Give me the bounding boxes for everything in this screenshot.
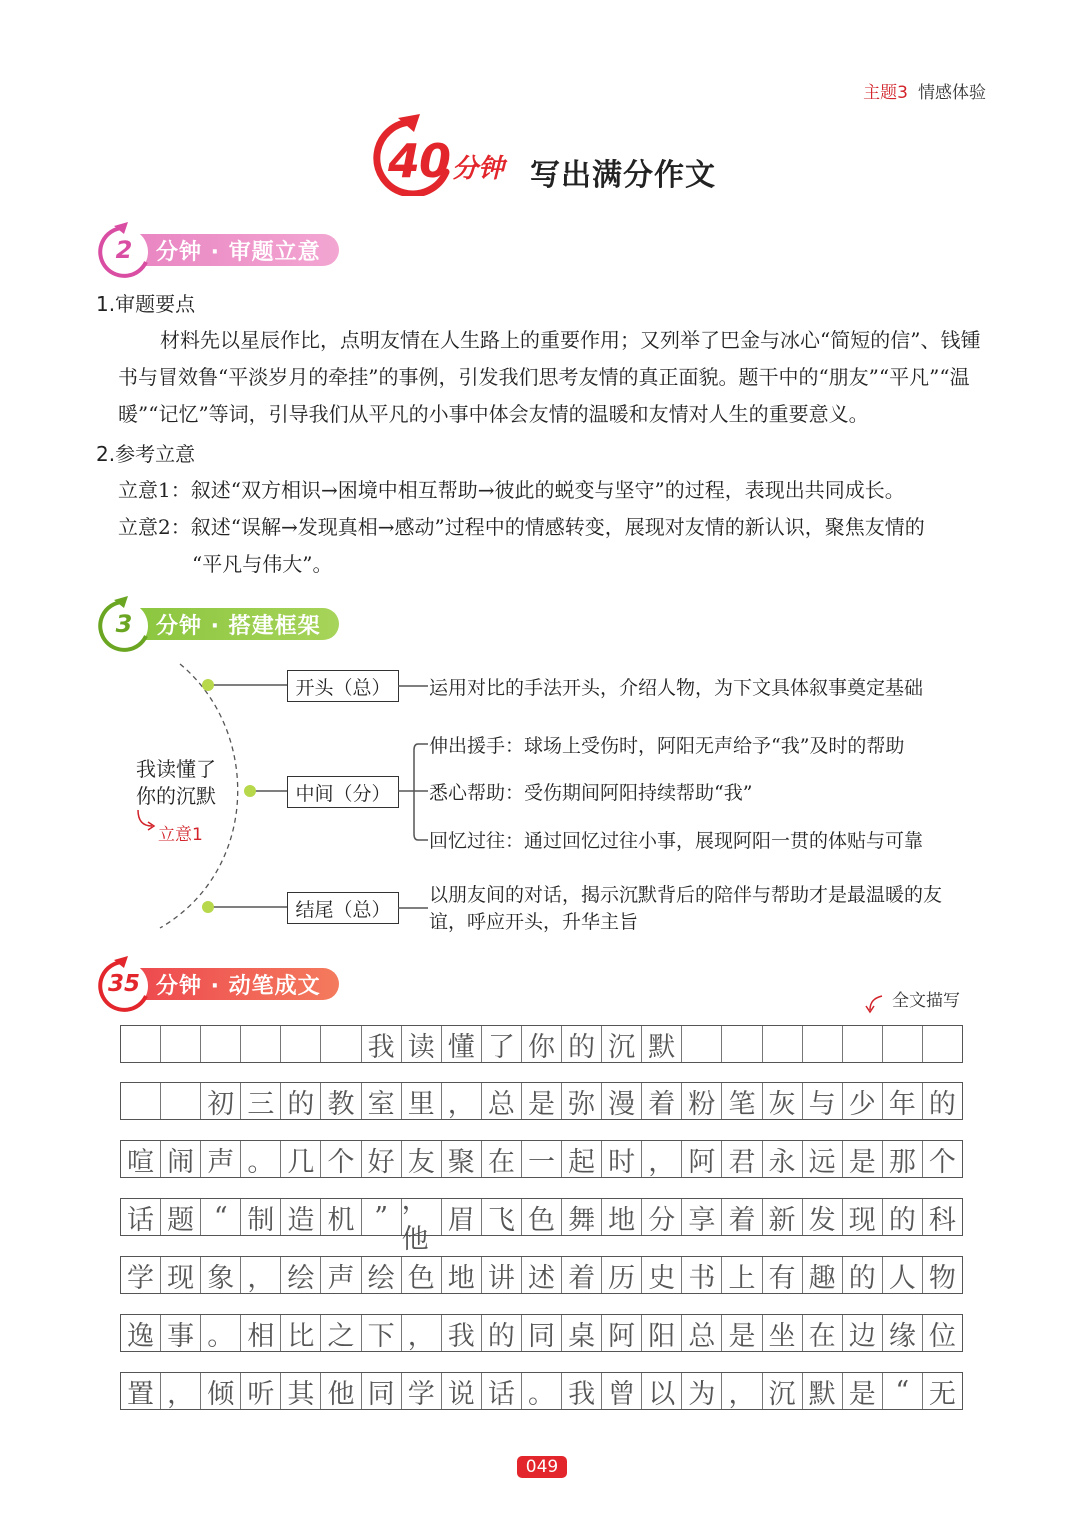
grid-cell: 上 (722, 1257, 762, 1293)
grid-cell: ， (722, 1373, 762, 1409)
grid-cell: 着 (642, 1083, 682, 1119)
grid-cell: 机 (321, 1199, 361, 1235)
idea1-label: 立意1： (118, 478, 191, 502)
page-title (368, 112, 748, 196)
grid-cell: 题 (161, 1199, 201, 1235)
grid-cell: 友 (402, 1141, 442, 1177)
grid-cell: 远 (803, 1141, 843, 1177)
grid-cell: 享 (682, 1199, 722, 1235)
grid-cell: 少 (843, 1083, 883, 1119)
grid-cell: 时 (602, 1141, 642, 1177)
grid-cell: 君 (722, 1141, 762, 1177)
grid-cell: 绘 (362, 1257, 402, 1293)
badge-number: 3 (115, 610, 133, 638)
grid-cell: 总 (482, 1083, 522, 1119)
grid-cell: 阿 (682, 1141, 722, 1177)
idea2-continuation: “平凡与伟大”。 (192, 552, 333, 576)
grid-cell (121, 1026, 161, 1062)
grid-cell: 色 (522, 1199, 562, 1235)
grid-cell: 倾 (201, 1373, 241, 1409)
grid-cell: 闹 (161, 1141, 201, 1177)
section-badge-review (96, 222, 336, 280)
mindmap-center-title (136, 756, 216, 810)
grid-cell: 比 (281, 1315, 321, 1351)
grid-cell: 有 (763, 1257, 803, 1293)
badge-label: 分钟 · 搭建框架 (156, 613, 321, 639)
grid-cell: 说 (442, 1373, 482, 1409)
grid-cell: 着 (562, 1257, 602, 1293)
grid-cell: 年 (883, 1083, 923, 1119)
grid-cell: 起 (562, 1141, 602, 1177)
grid-cell: 科 (928, 1204, 956, 1236)
idea2-text: 叙述“误解→发现真相→感动”过程中的情感转变，展现对友情的新认识，聚焦友情的 (190, 515, 925, 539)
grid-cell: 造 (281, 1199, 321, 1235)
node-opening: 开头（总） (287, 670, 399, 702)
grid-cell: 聚 (442, 1141, 482, 1177)
grid-cell: ， (442, 1083, 482, 1119)
point2-title: 2.参考立意 (96, 442, 196, 466)
grid-cell: 几 (281, 1141, 321, 1177)
grid-cell: 在 (803, 1315, 843, 1351)
grid-cell: ， (642, 1141, 682, 1177)
grid-cell: 制 (241, 1199, 281, 1235)
grid-cell: 懂 (442, 1026, 482, 1062)
grid-cell (201, 1026, 241, 1062)
grid-cell: 个 (321, 1141, 361, 1177)
grid-cell: 的 (281, 1083, 321, 1119)
grid-cell: 话 (121, 1199, 161, 1235)
grid-cell: 声 (201, 1141, 241, 1177)
grid-cell: 飞 (482, 1199, 522, 1235)
grid-cell: 粉 (682, 1083, 722, 1119)
grid-cell: 好 (362, 1141, 402, 1177)
grid-cell: 的 (883, 1199, 923, 1235)
section-badge-framework (96, 596, 336, 654)
grid-cell: 下 (362, 1315, 402, 1351)
grid-cell: 现 (843, 1199, 883, 1235)
grid-cell: 里 (402, 1083, 442, 1119)
node-opening-text: 运用对比的手法开头，介绍人物，为下文具体叙事奠定基础 (429, 677, 924, 699)
grid-cell: 与 (803, 1083, 843, 1119)
grid-cell: 沉 (602, 1026, 642, 1062)
grid-cell: 初 (201, 1083, 241, 1119)
grid-cell: 默 (803, 1373, 843, 1409)
point1-text: 材料先以星辰作比，点明友情在人生路上的重要作用；又列举了巴金与冰心“简短的信”、钱锺书与冒效鲁“平淡岁月的牵挂”的事例，引发我们思考友情的真正面貌。题干中的“朋友”“平凡”“温暖”“记忆”等词，引导我们从平凡的小事中体会友情的温暖和友情对人生的重要意义。 (118, 328, 981, 426)
grid-cell (241, 1026, 281, 1062)
grid-cell (121, 1083, 161, 1119)
grid-cell: “ (883, 1373, 923, 1409)
grid-cell: 了 (482, 1026, 522, 1062)
grid-cell: 绘 (281, 1257, 321, 1293)
grid-cell: 三 (241, 1083, 281, 1119)
grid-cell: 话 (482, 1373, 522, 1409)
mindmap-center-tag: 立意1 (158, 825, 203, 845)
curved-arrow-icon (134, 808, 158, 832)
grid-cell: 你 (522, 1026, 562, 1062)
writing-grid-row (120, 1082, 963, 1120)
annotation-note: 全文描写 (892, 991, 960, 1011)
writing-grid-row (120, 1140, 963, 1178)
grid-cell: 一 (522, 1141, 562, 1177)
middle-sub-2: 悉心帮助：受伤期间阿阳持续帮助“我” (429, 782, 753, 804)
grid-cell: 相 (241, 1315, 281, 1351)
grid-cell (682, 1026, 722, 1062)
grid-cell (722, 1026, 762, 1062)
grid-cell: 学 (402, 1373, 442, 1409)
writing-grid-row (120, 1372, 963, 1410)
grid-cell: 灰 (763, 1083, 803, 1119)
grid-cell: 缘 (883, 1315, 923, 1351)
badge-label-bar (140, 608, 339, 640)
theme-name: 情感体验 (918, 83, 986, 103)
grid-cell: ， (402, 1315, 442, 1351)
grid-cell: 教 (321, 1083, 361, 1119)
grid-cell: 是 (843, 1373, 883, 1409)
middle-sub-1: 伸出援手：球场上受伤时，阿阳无声给予“我”及时的帮助 (429, 735, 905, 757)
grid-cell: 是 (843, 1141, 883, 1177)
grid-cell: ， (241, 1257, 281, 1293)
grid-cell: 着 (722, 1199, 762, 1235)
grid-cell: 是 (722, 1315, 762, 1351)
grid-cell: 分 (642, 1199, 682, 1235)
grid-cell: 同 (362, 1373, 402, 1409)
grid-cell: 的 (482, 1315, 522, 1351)
grid-cell: 弥 (562, 1083, 602, 1119)
grid-cell: 总 (682, 1315, 722, 1351)
curved-arrow-icon (864, 992, 886, 1014)
grid-cell: 物 (928, 1262, 956, 1294)
grid-cell: 地 (442, 1257, 482, 1293)
grid-cell (923, 1026, 962, 1062)
bracket-lines (398, 730, 430, 850)
header-theme-tag (863, 78, 986, 103)
idea1-text: 叙述“双方相识→困境中相互帮助→彼此的蜕变与坚守”的过程，表现出共同成长。 (190, 478, 905, 502)
center-line1: 我读懂了 (136, 757, 216, 781)
grid-cell: 人 (883, 1257, 923, 1293)
grid-cell: 他 (321, 1373, 361, 1409)
grid-cell (803, 1026, 843, 1062)
grid-cell (281, 1026, 321, 1062)
grid-cell: 历 (602, 1257, 642, 1293)
center-line2: 你的沉默 (136, 784, 216, 808)
grid-cell (763, 1026, 803, 1062)
grid-cell: 为 (682, 1373, 722, 1409)
grid-cell: 曾 (602, 1373, 642, 1409)
grid-cell: 学 (121, 1257, 161, 1293)
grid-cell: 的 (562, 1026, 602, 1062)
grid-cell: 边 (843, 1315, 883, 1351)
grid-cell: “ (201, 1199, 241, 1235)
grid-cell: 事 (161, 1315, 201, 1351)
grid-cell: 发 (803, 1199, 843, 1235)
point1-title: 1.审题要点 (96, 292, 196, 316)
grid-cell: 新 (763, 1199, 803, 1235)
node-middle: 中间（分） (287, 776, 399, 808)
grid-cell: ， (161, 1373, 201, 1409)
grid-cell: 室 (362, 1083, 402, 1119)
grid-cell: 其 (281, 1373, 321, 1409)
idea2-item (118, 509, 990, 583)
grid-cell: 逸 (121, 1315, 161, 1351)
section-badge-writing (96, 956, 336, 1014)
grid-cell: 阳 (642, 1315, 682, 1351)
grid-cell: 我 (442, 1315, 482, 1351)
title-number: 40 (388, 134, 451, 188)
grid-cell: 眉 (442, 1199, 482, 1235)
writing-grid-row (120, 1185, 963, 1255)
grid-cell: 听 (241, 1373, 281, 1409)
grid-cell: 现 (161, 1257, 201, 1293)
theme-number: 主题3 (863, 83, 908, 103)
grid-cell (161, 1083, 201, 1119)
grid-cell: 在 (482, 1141, 522, 1177)
grid-cell: 的 (843, 1257, 883, 1293)
writing-grid-row (120, 1314, 963, 1352)
grid-cell: 之 (321, 1315, 361, 1351)
grid-cell: 以 (642, 1373, 682, 1409)
grid-cell: 是 (522, 1083, 562, 1119)
grid-cell: 书 (682, 1257, 722, 1293)
grid-cell (843, 1026, 883, 1062)
grid-cell: 声 (321, 1257, 361, 1293)
grid-cell: 地 (602, 1199, 642, 1235)
badge-label-bar (140, 968, 339, 1000)
grid-cell: 桌 (562, 1315, 602, 1351)
writing-grid-row (120, 1025, 963, 1063)
grid-cell: 。 (201, 1315, 241, 1351)
point1-paragraph (118, 322, 988, 433)
badge-label: 分钟 · 动笔成文 (156, 973, 321, 999)
grid-cell: 沉 (763, 1373, 803, 1409)
page-number: 049 (517, 1456, 567, 1478)
grid-cell: 。 (522, 1373, 562, 1409)
grid-cell: 无 (928, 1378, 956, 1410)
grid-cell (161, 1026, 201, 1062)
badge-number: 35 (107, 971, 140, 997)
grid-cell: ，他 (402, 1199, 442, 1235)
writing-grid-row (120, 1256, 963, 1294)
grid-cell: 趣 (803, 1257, 843, 1293)
badge-label-bar (140, 234, 339, 266)
grid-cell: 我 (562, 1373, 602, 1409)
grid-cell: 喧 (121, 1141, 161, 1177)
badge-number: 2 (115, 236, 133, 264)
grid-cell: 同 (522, 1315, 562, 1351)
idea2-label: 立意2： (118, 515, 191, 539)
node-ending: 结尾（总） (287, 892, 399, 924)
grid-cell: 舞 (562, 1199, 602, 1235)
middle-sub-3: 回忆过往：通过回忆过往小事，展现阿阳一贯的体贴与可靠 (429, 830, 924, 852)
grid-cell: 讲 (482, 1257, 522, 1293)
idea1-item (118, 472, 990, 509)
grid-cell: 那 (883, 1141, 923, 1177)
grid-cell: 坐 (763, 1315, 803, 1351)
grid-cell: 述 (522, 1257, 562, 1293)
grid-cell: 置 (121, 1373, 161, 1409)
grid-cell: 读 (402, 1026, 442, 1062)
grid-cell (321, 1026, 361, 1062)
grid-cell: 位 (928, 1320, 956, 1352)
grid-cell (883, 1026, 923, 1062)
grid-cell: 漫 (602, 1083, 642, 1119)
grid-cell: 阿 (602, 1315, 642, 1351)
grid-cell: 象 (201, 1257, 241, 1293)
grid-cell: 默 (642, 1026, 682, 1062)
grid-cell: ” (362, 1199, 402, 1235)
grid-cell: 色 (402, 1257, 442, 1293)
grid-cell: 永 (763, 1141, 803, 1177)
grid-cell: 史 (642, 1257, 682, 1293)
title-text: 写出满分作文 (530, 158, 716, 193)
connector-line (398, 907, 428, 911)
node-ending-text: 以朋友间的对话，揭示沉默背后的陪伴与帮助才是最温暖的友谊，呼应开头，升华主旨 (429, 884, 943, 933)
grid-cell: 笔 (722, 1083, 762, 1119)
title-unit: 分钟 (452, 154, 505, 184)
grid-cell: 的 (928, 1088, 956, 1120)
grid-cell: 我 (362, 1026, 402, 1062)
grid-cell: 。 (241, 1141, 281, 1177)
badge-label: 分钟 · 审题立意 (156, 239, 321, 265)
grid-cell: 个 (928, 1146, 956, 1178)
connector-line (398, 685, 428, 689)
